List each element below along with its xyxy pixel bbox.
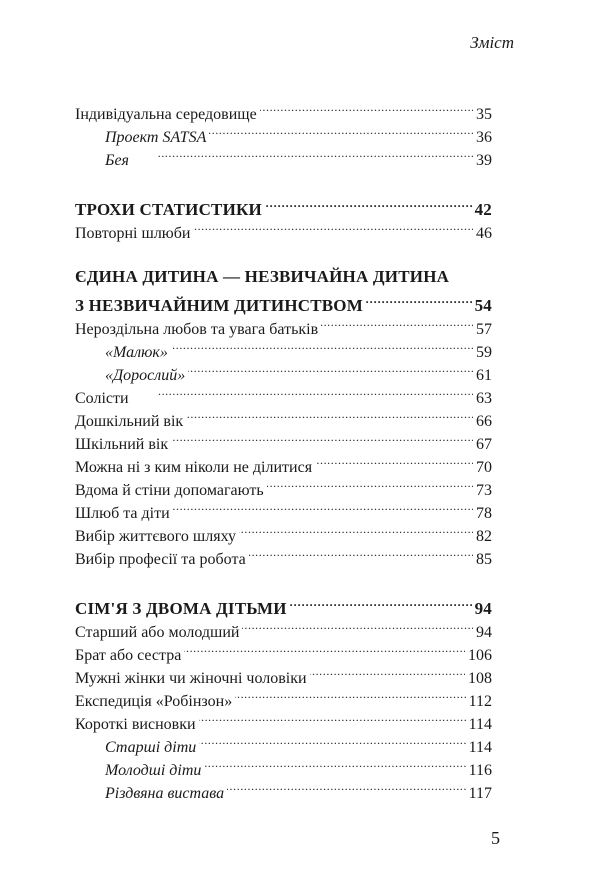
toc-entry[interactable] (75, 403, 492, 430)
dot-leader (132, 142, 473, 165)
entry-page: 112 (468, 693, 492, 710)
entry-title: Мужні жінки чи жіночні чоловіки (75, 670, 307, 687)
dot-leader (132, 380, 473, 403)
entry-page: 85 (476, 551, 492, 568)
dot-leader (204, 752, 465, 775)
dot-leader (173, 495, 473, 518)
dot-leader (184, 637, 465, 660)
section-title: З НЕЗВИЧАЙНИМ ДИТИНСТВОМ (75, 296, 363, 315)
dot-leader (199, 706, 466, 729)
dot-leader (186, 403, 473, 426)
dot-leader (227, 775, 466, 798)
entry-title: Нероздільна любов та увага батьків (75, 321, 319, 338)
entry-title: Старші діти (105, 739, 197, 756)
entry-title: Солісти (75, 390, 129, 407)
dot-leader (188, 357, 473, 380)
dot-leader (366, 288, 472, 311)
section-page: 42 (474, 200, 492, 219)
toc-section-heading-line1[interactable]: ЄДИНА ДИТИНА — НЕЗВИЧАЙНА ДИТИНА (75, 267, 450, 286)
entry-title: Вдома й стіни допомагають (75, 482, 264, 499)
entry-page: 63 (476, 390, 492, 407)
entry-title: Шлюб та діти (75, 505, 170, 522)
entry-page: 108 (468, 670, 492, 687)
dot-leader (171, 334, 473, 357)
toc-section-heading[interactable] (75, 591, 492, 618)
entry-title: Проект SATSA (105, 129, 207, 146)
entry-title: Брат або сестра (75, 647, 182, 664)
dot-leader (249, 541, 473, 564)
entry-page: 114 (468, 739, 492, 756)
entry-title: Індивідуальна середовище (75, 106, 257, 123)
entry-title: «Малюк» (105, 344, 168, 361)
entry-title: Експедиція «Робінзон» (75, 693, 233, 710)
entry-title: «Дорослий» (105, 367, 186, 384)
toc-entry[interactable] (75, 380, 492, 407)
dot-leader (290, 591, 472, 614)
toc-section-heading[interactable] (75, 288, 492, 315)
toc-block-1 (75, 96, 492, 169)
dot-leader (321, 311, 473, 334)
entry-page: 67 (476, 436, 492, 453)
section-title: ТРОХИ СТАТИСТИКИ (75, 200, 262, 219)
toc-section-heading[interactable] (75, 192, 492, 219)
dot-leader (235, 683, 465, 706)
dot-leader (310, 660, 465, 683)
toc-entry[interactable] (75, 96, 492, 123)
table-of-contents (75, 96, 492, 802)
section-page: 94 (474, 599, 492, 618)
entry-title: Вибір професії та робота (75, 551, 246, 568)
entry-title: Шкільний вік (75, 436, 169, 453)
running-head: Зміст (470, 33, 514, 52)
dot-leader (239, 518, 473, 541)
entry-page: 117 (468, 785, 492, 802)
dot-leader (209, 119, 473, 142)
entry-page: 94 (476, 624, 492, 641)
dot-leader (193, 215, 473, 238)
section-page: 54 (474, 296, 492, 315)
entry-page: 116 (468, 762, 492, 779)
toc-block-3 (75, 311, 492, 568)
entry-title: Короткі висновки (75, 716, 196, 733)
entry-page: 35 (476, 106, 492, 123)
entry-title: Повторні шлюби (75, 225, 191, 242)
entry-page: 39 (476, 152, 492, 169)
entry-page: 57 (476, 321, 492, 338)
entry-page: 66 (476, 413, 492, 430)
entry-page: 70 (476, 459, 492, 476)
toc-entry[interactable] (75, 142, 492, 169)
entry-page: 114 (468, 716, 492, 733)
dot-leader (199, 729, 465, 752)
entry-title: Різдвяна вистава (105, 785, 225, 802)
dot-leader (267, 472, 473, 495)
dot-leader (315, 449, 473, 472)
page-number: 5 (491, 828, 500, 848)
entry-page: 106 (468, 647, 492, 664)
entry-page: 59 (476, 344, 492, 361)
entry-page: 82 (476, 528, 492, 545)
dot-leader (265, 192, 472, 215)
entry-page: 73 (476, 482, 492, 499)
entry-title: Можна ні з ким ніколи не ділитися (75, 459, 313, 476)
dot-leader (242, 614, 473, 637)
entry-title: Бея (105, 152, 129, 169)
entry-title: Молодші діти (105, 762, 202, 779)
toc-block-4 (75, 614, 492, 802)
entry-page: 78 (476, 505, 492, 522)
entry-page: 46 (476, 225, 492, 242)
section-title: СІМ'Я З ДВОМА ДІТЬМИ (75, 599, 287, 618)
dot-leader (260, 96, 473, 119)
dot-leader (171, 426, 473, 449)
entry-page: 36 (476, 129, 492, 146)
entry-title: Старший або молодший (75, 624, 240, 641)
entry-title: Вибір життєвого шляху (75, 528, 236, 545)
entry-page: 61 (476, 367, 492, 384)
entry-title: Дошкільний вік (75, 413, 184, 430)
